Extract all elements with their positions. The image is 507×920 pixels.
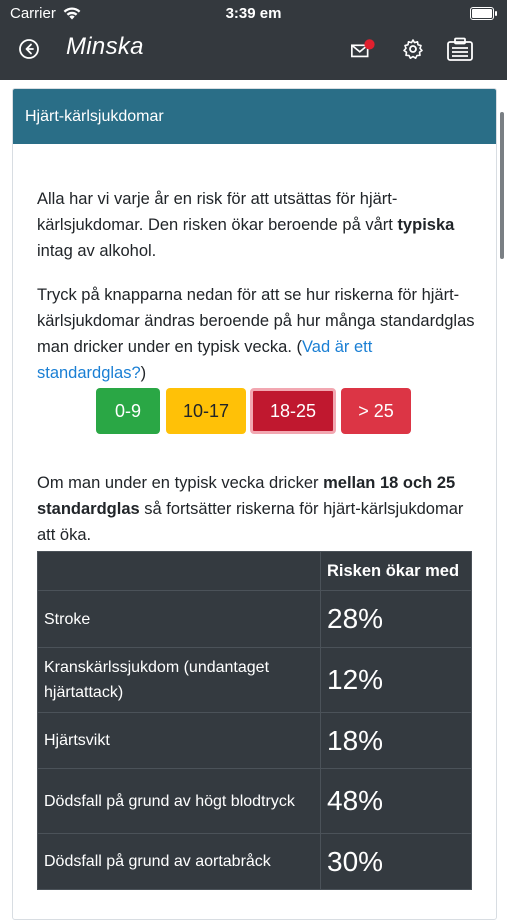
instruction-text-end: ) <box>140 363 147 382</box>
carrier-label: Carrier <box>10 5 56 22</box>
table-header-empty <box>38 552 321 591</box>
clipboard-icon[interactable] <box>446 37 474 61</box>
risk-value: 12% <box>321 648 472 713</box>
back-icon[interactable] <box>18 38 40 60</box>
status-bar <box>0 0 507 28</box>
status-time: 3:39 em <box>225 5 282 22</box>
range-button-10-17[interactable]: 10-17 <box>166 388 246 434</box>
intro-bold: typiska <box>397 215 455 234</box>
range-button-0-9[interactable]: 0-9 <box>96 388 160 434</box>
nav-bar <box>0 28 507 80</box>
risk-value: 28% <box>321 591 472 648</box>
risk-value: 30% <box>321 834 472 890</box>
table-row <box>38 769 472 834</box>
standard-drink-link[interactable]: Vad är ett standardglas? <box>37 337 373 382</box>
risk-table <box>37 551 472 890</box>
battery-icon <box>470 7 494 20</box>
risk-label: Hjärtsvikt <box>38 713 321 769</box>
risk-label: Dödsfall på grund av aortabråck <box>38 834 321 890</box>
risk-label: Stroke <box>38 591 321 648</box>
scrollbar[interactable] <box>500 112 504 259</box>
summary-text: Om man under en typisk vecka dricker <box>37 473 324 492</box>
table-row <box>38 591 472 648</box>
card-header: Hjärt-kärlsjukdomar <box>13 89 496 144</box>
summary-bold: mellan 18 och 25 standardglas <box>37 473 456 518</box>
table-header-risk: Risken ökar med <box>321 552 472 591</box>
risk-label: Dödsfall på grund av högt blodtryck <box>38 769 321 834</box>
app-title: Minska <box>66 33 144 60</box>
table-row <box>38 648 472 713</box>
risk-value: 18% <box>321 713 472 769</box>
info-card <box>12 88 497 920</box>
table-row <box>38 713 472 769</box>
summary-paragraph <box>37 470 477 548</box>
range-button-over-25[interactable]: > 25 <box>341 388 411 434</box>
risk-value: 48% <box>321 769 472 834</box>
mail-notification-icon[interactable] <box>350 37 376 61</box>
intro-text: Alla har vi varje år en risk för att utsättas för hjärt-kärlsjukdomar. Den risken ökar beroende på vårt <box>37 189 398 234</box>
intro-paragraph <box>37 186 477 264</box>
table-header-row <box>38 552 472 591</box>
intro-text-end: intag av alkohol. <box>37 241 157 260</box>
risk-label: Kranskärlssjukdom (undantaget hjärtattack) <box>38 648 321 713</box>
instruction-text: Tryck på knapparna nedan för att se hur riskerna för hjärt-kärlsjukdomar ändras beroende på hur många standardglas man dricker under en typisk vecka. ( <box>37 285 475 356</box>
gear-icon[interactable] <box>400 37 426 61</box>
instruction-paragraph <box>37 282 477 386</box>
range-button-18-25[interactable]: 18-25 <box>250 388 336 434</box>
table-row <box>38 834 472 890</box>
summary-text-end: så fortsätter riskerna för hjärt-kärlsjukdomar att öka. <box>37 499 464 544</box>
